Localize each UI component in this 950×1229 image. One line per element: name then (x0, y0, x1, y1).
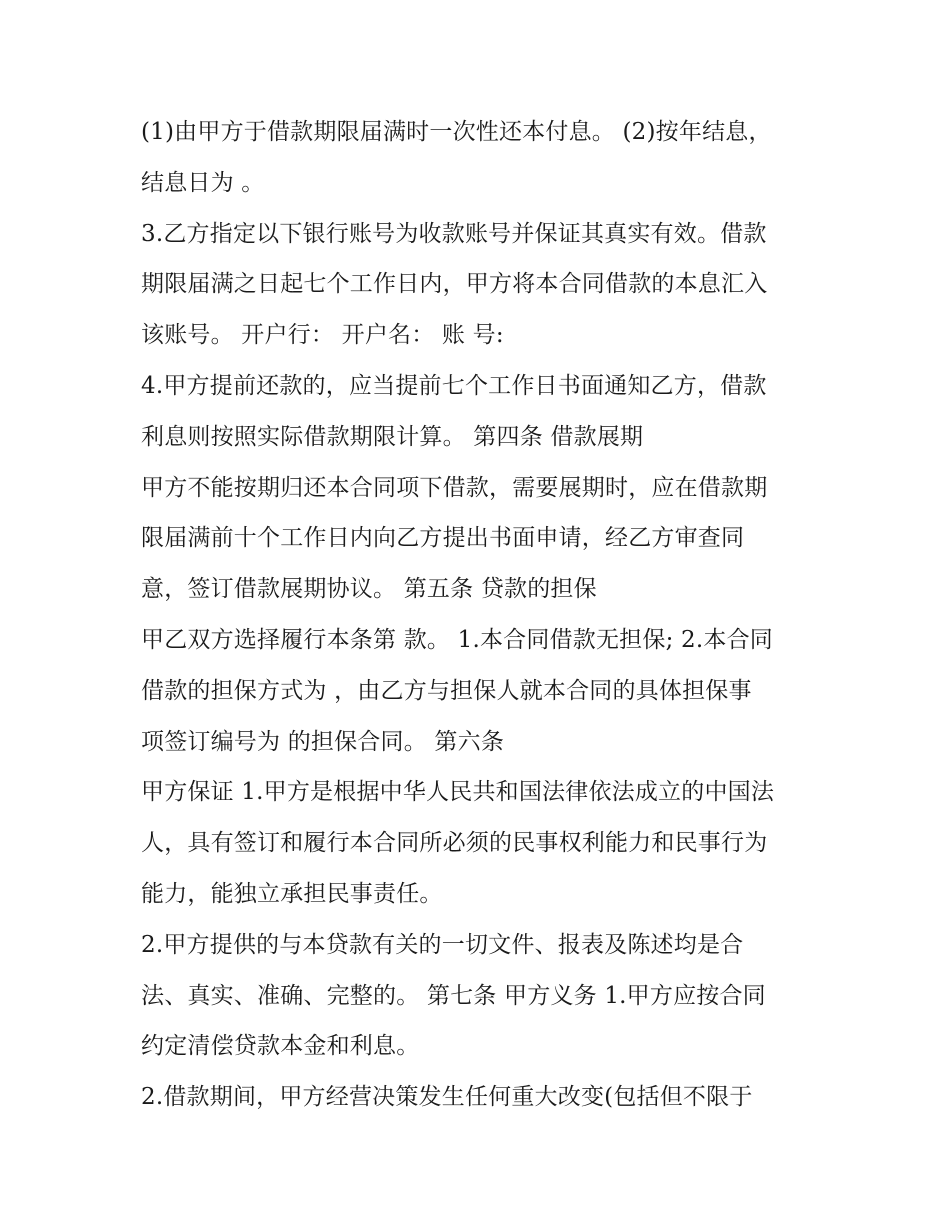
text-line: 该账号。 开户行： 开户名： 账 号: (141, 322, 504, 349)
text-line: 限届满前十个工作日内向乙方提出书面申请，经乙方审查同 (141, 525, 745, 552)
text-line: 人，具有签订和履行本合同所必须的民事权利能力和民事行为 (141, 830, 768, 857)
text-line: 2.甲方提供的与本贷款有关的一切文件、报表及陈述均是合 (141, 931, 744, 958)
text-line: 法、真实、准确、完整的。 第七条 甲方义务 1.甲方应按合同 (141, 982, 766, 1009)
text-line: 项签订编号为 的担保合同。 第六条 (141, 728, 505, 755)
text-line: 结息日为 。 (141, 169, 265, 196)
text-line: 甲方保证 1.甲方是根据中华人民共和国法律依法成立的中国法 (141, 779, 775, 806)
text-line: (1)由甲方于借款期限届满时一次性还本付息。 (2)按年结息， (141, 119, 772, 145)
document-body (141, 107, 821, 1123)
text-line: 甲方不能按期归还本合同项下借款，需要展期时，应在借款期 (141, 474, 768, 501)
text-line: 2.借款期间，甲方经营决策发生任何重大改变(包括但不限于 (141, 1084, 753, 1111)
text-line: 意，签订借款展期协议。 第五条 贷款的担保 (141, 576, 597, 603)
text-line: 3.乙方指定以下银行账号为收款账号并保证其真实有效。借款 (141, 220, 767, 247)
text-line: 借款的担保方式为 ，由乙方与担保人就本合同的具体担保事 (141, 677, 752, 704)
text-line: 期限届满之日起七个工作日内，甲方将本合同借款的本息汇入 (141, 271, 768, 298)
text-line: 约定清偿贷款本金和利息。 (141, 1033, 420, 1060)
text-line: 利息则按照实际借款期限计算。 第四条 借款展期 (141, 423, 644, 450)
text-line: 4.甲方提前还款的，应当提前七个工作日书面通知乙方，借款 (141, 372, 767, 399)
text-line: 能力，能独立承担民事责任。 (141, 880, 443, 907)
text-line: 甲乙双方选择履行本条第 款。 1.本合同借款无担保; 2.本合同 (141, 626, 773, 653)
